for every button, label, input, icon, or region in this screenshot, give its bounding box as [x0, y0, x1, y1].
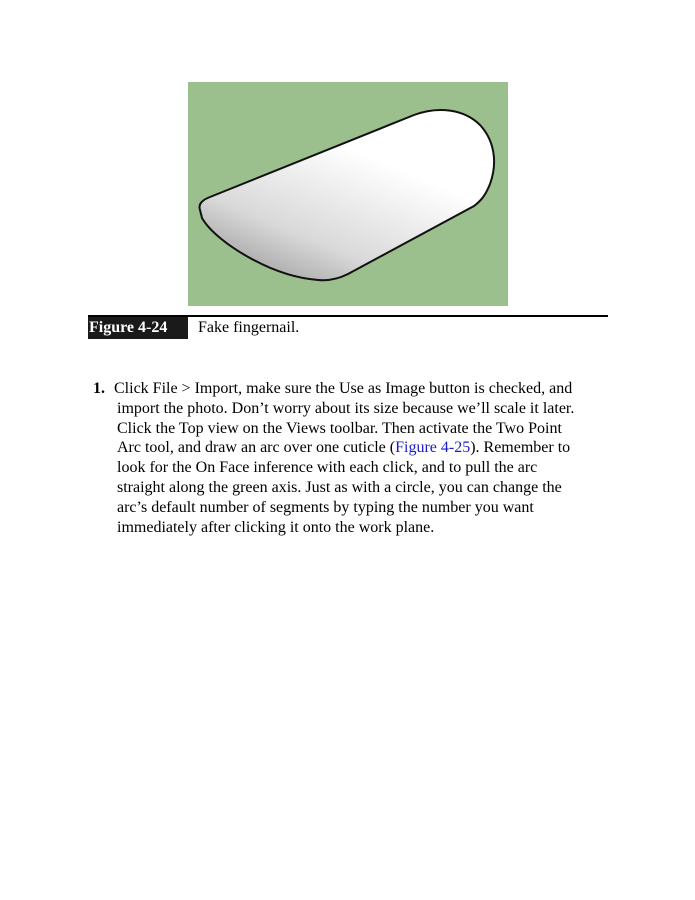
step-body [114, 379, 613, 537]
step-text: ). Remember to [470, 439, 571, 457]
fingernail-figure-image [188, 82, 508, 306]
step-line: import the photo. Don’t worry about its size because we’ll scale it later. [117, 399, 575, 417]
step-number: 1. [93, 380, 105, 397]
step-text: Arc tool, and draw an arc over one cuticle ( [117, 439, 396, 457]
step-line: arc’s default number of segments by typing the number you want [117, 498, 534, 516]
figure-4-25-link[interactable]: Figure 4-25 [395, 439, 471, 457]
step-line: straight along the green axis. Just as with a circle, you can change the [117, 478, 562, 496]
step-line: Click the Top view on the Views toolbar. Then activate the Two Point [117, 419, 562, 437]
step-line: immediately after clicking it onto the work plane. [117, 518, 435, 536]
step-line-with-link [117, 438, 613, 458]
figure-caption: Fake fingernail. [198, 319, 300, 336]
step-line: Click File > Import, make sure the Use as Image button is checked, and [114, 380, 573, 397]
figure-label: Figure 4-24 [88, 317, 188, 339]
step-1 [93, 379, 613, 537]
step-line: look for the On Face inference with each click, and to pull the arc [117, 459, 538, 477]
